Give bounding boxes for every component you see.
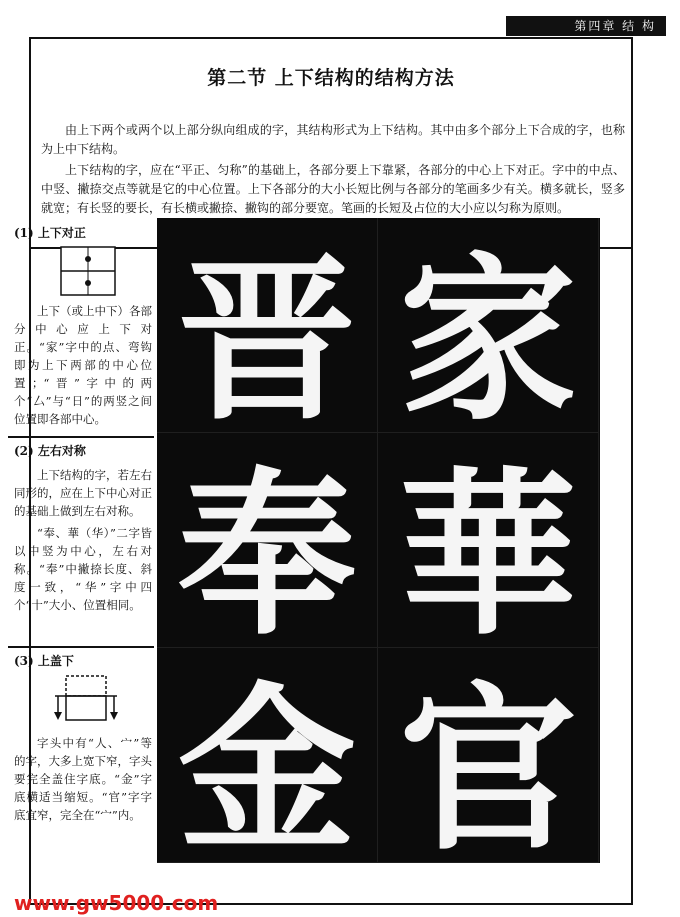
top-cover-diagram-icon	[52, 674, 120, 728]
rule-box-cover	[8, 648, 154, 862]
rule-heading: (3) 上盖下	[14, 654, 74, 668]
calligraphy-character: 華	[378, 433, 599, 648]
intro-paragraph: 由上下两个或两个以上部分纵向组成的字，其结构形式为上下结构。其中由多个部分上下合成的字，也称为上中下结构。	[41, 123, 625, 156]
rule-text: 字头中有“人、宀”等的字，大多上宽下窄，字头要完全盖住字底。“金”字底横适当缩短。“官”字字底宜窄，完全在“宀”内。	[14, 736, 152, 822]
calligraphy-character: 家	[378, 218, 599, 433]
calligraphy-character: 官	[378, 648, 599, 863]
rule-heading: (1) 上下对正	[14, 226, 86, 240]
intro-paragraph: 上下结构的字，应在“平正、匀称”的基础上，各部分要上下靠紧，各部分的中心上下对正。字中的中点、中竖、撇捺交点等就是它的中心位置。上下各部分的大小长短比例与各部分的笔画多少有关。横多就长，竖多就宽；有长竖的要长，有长横或撇捺、撇钩的部分要宽。笔画的长短及占位的大小应以匀称为原则。	[41, 163, 625, 215]
calligraphy-plate	[157, 218, 600, 874]
vertical-align-diagram-icon	[60, 246, 116, 296]
rule-heading: (2) 左右对称	[14, 444, 86, 458]
rule-text: 上下结构的字，若左右同形的，应在上下中心对正的基础上做到左右对称。	[14, 468, 152, 518]
rule-text: “奉、華（华）”二字皆以中竖为中心，左右对称。“奉”中撇捺长度、斜度一致，“华”字中四个“十”大小、位置相同。	[14, 526, 152, 612]
site-watermark: www.gw5000.com	[14, 891, 219, 915]
rule-box-alignment	[8, 220, 154, 438]
section-title: 第二节 上下结构的结构方法	[207, 67, 455, 89]
calligraphy-character: 晋	[157, 218, 378, 433]
rule-box-symmetry	[8, 438, 154, 648]
rule-text: 上下（或上中下）各部分中心应上下对正。“家”字中的点、弯钩即为上下两部的中心位置；“晋”字中的两个“厶”与“日”的两竖之间位置即各部中心。	[14, 304, 152, 426]
calligraphy-character: 奉	[157, 433, 378, 648]
calligraphy-character: 金	[157, 648, 378, 863]
sidebar	[8, 220, 154, 860]
chapter-header: 第四章 结 构	[506, 16, 666, 36]
